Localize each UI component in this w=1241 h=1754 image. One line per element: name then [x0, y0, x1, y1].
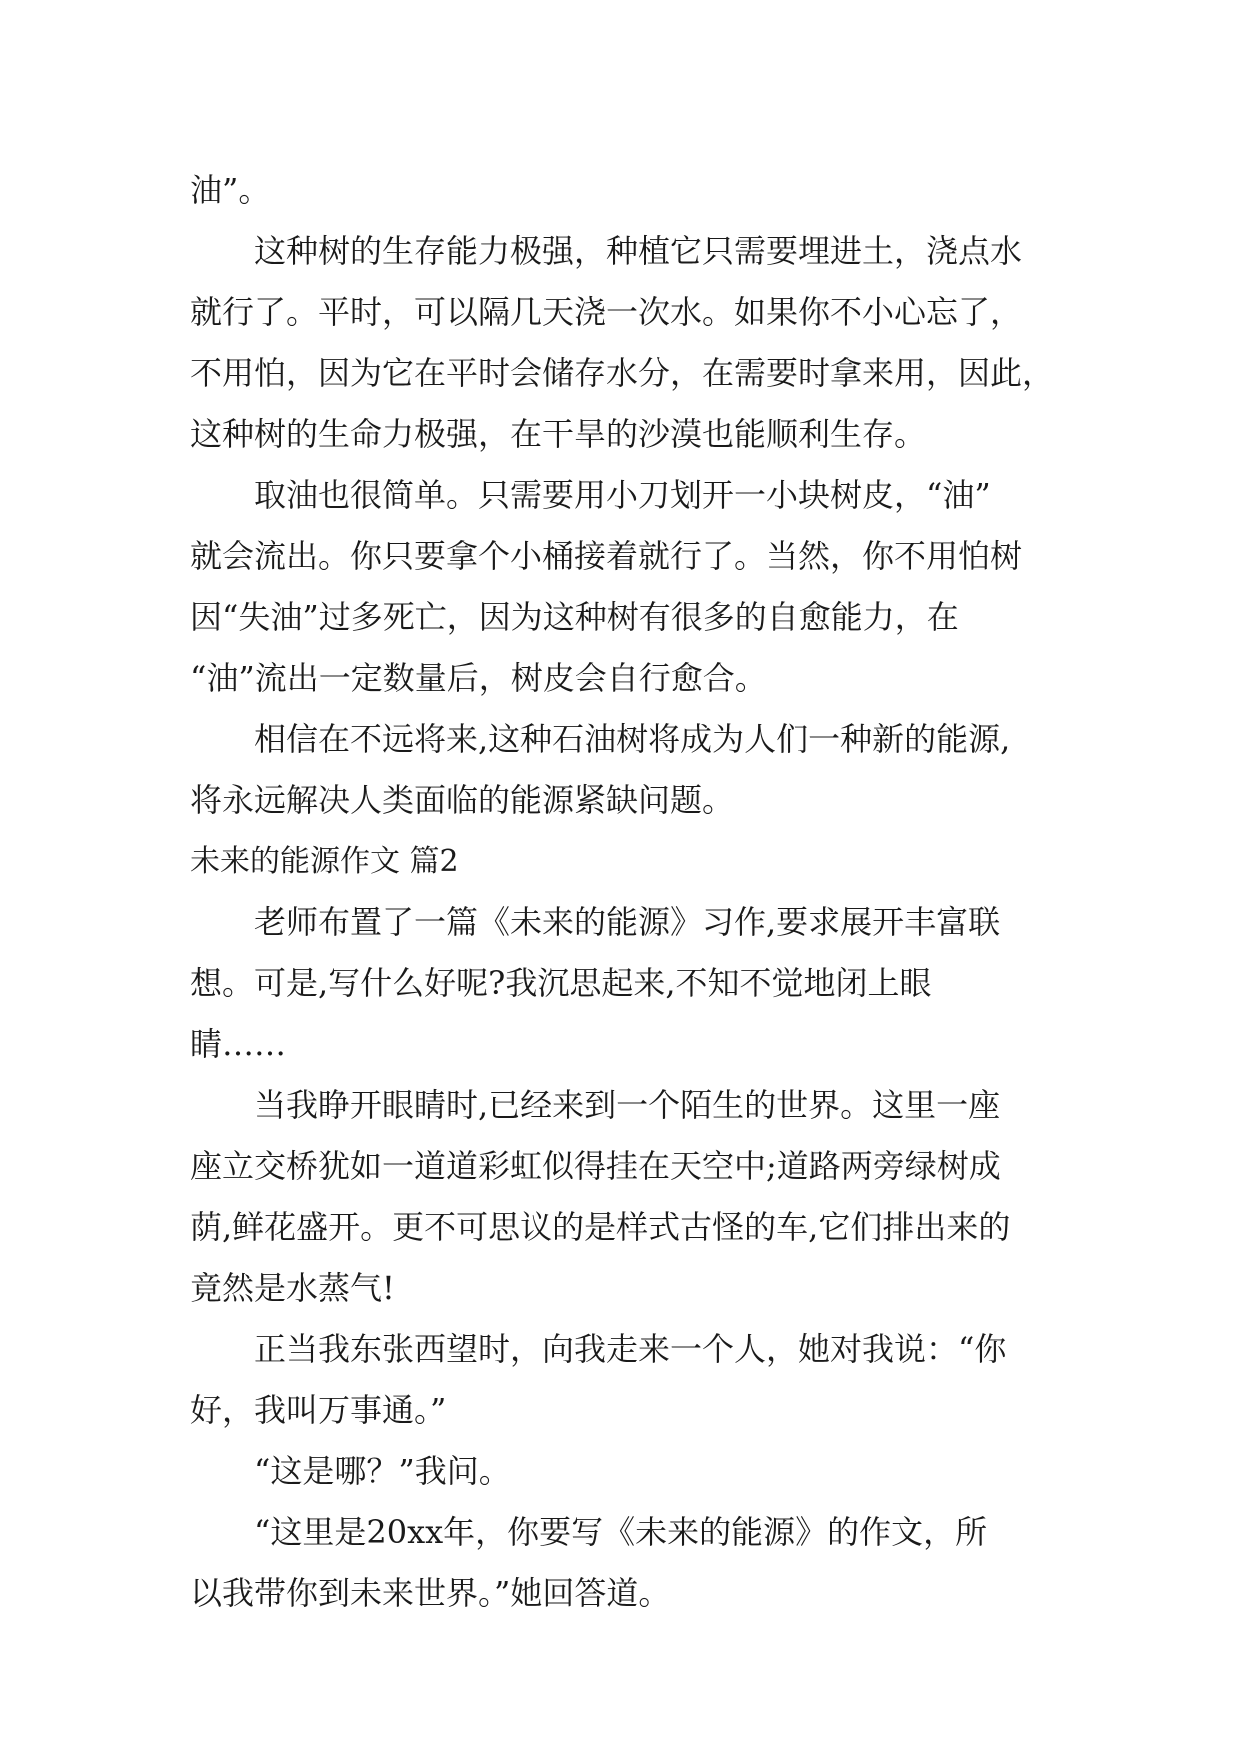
text-line: 睛…… — [190, 1025, 287, 1063]
paragraph-start: 正当我东张西望时，向我走来一个人，她对我说：“你 — [254, 1330, 1007, 1368]
section-heading: 未来的能源作文 篇2 — [190, 844, 459, 879]
text-line: 座立交桥犹如一道道彩虹似得挂在天空中;道路两旁绿树成 — [190, 1147, 1001, 1185]
text-line: 想。可是,写什么好呢?我沉思起来,不知不觉地闭上眼 — [190, 964, 932, 1002]
text-line: 就行了。平时，可以隔几天浇一次水。如果你不小心忘了， — [190, 293, 1023, 331]
document-body — [190, 160, 1055, 1624]
text-line: 以我带你到未来世界。”她回答道。 — [190, 1574, 671, 1612]
text-line: 好，我叫万事通。” — [190, 1391, 447, 1429]
text-line: 就会流出。你只要拿个小桶接着就行了。当然，你不用怕树 — [190, 537, 1023, 575]
text-line: 将永远解决人类面临的能源紧缺问题。 — [190, 781, 735, 819]
paragraph-start: 取油也很简单。只需要用小刀划开一小块树皮，“油” — [254, 476, 991, 514]
text-line: 荫,鲜花盛开。更不可思议的是样式古怪的车,它们排出来的 — [190, 1208, 1011, 1246]
text-line: 因“失油”过多死亡，因为这种树有很多的自愈能力，在 — [190, 598, 959, 636]
paragraph-start: 相信在不远将来,这种石油树将成为人们一种新的能源, — [254, 720, 1011, 758]
paragraph-start: 这种树的生存能力极强，种植它只需要埋进土，浇点水 — [254, 232, 1023, 270]
text-line: “油”流出一定数量后，树皮会自行愈合。 — [190, 659, 767, 697]
paragraph-start: “这是哪？”我问。 — [254, 1452, 511, 1490]
paragraph-start: 当我睁开眼睛时,已经来到一个陌生的世界。这里一座 — [254, 1086, 1001, 1124]
text-line: 这种树的生命力极强，在干旱的沙漠也能顺利生存。 — [190, 415, 927, 453]
text-line: 不用怕，因为它在平时会储存水分，在需要时拿来用，因此， — [190, 354, 1055, 392]
text-line: 竟然是水蒸气! — [190, 1269, 395, 1307]
paragraph-start: “这里是20xx年，你要写《未来的能源》的作文，所 — [254, 1513, 988, 1551]
text-line: 油”。 — [190, 171, 271, 209]
paragraph-start: 老师布置了一篇《未来的能源》习作,要求展开丰富联 — [254, 903, 1001, 941]
